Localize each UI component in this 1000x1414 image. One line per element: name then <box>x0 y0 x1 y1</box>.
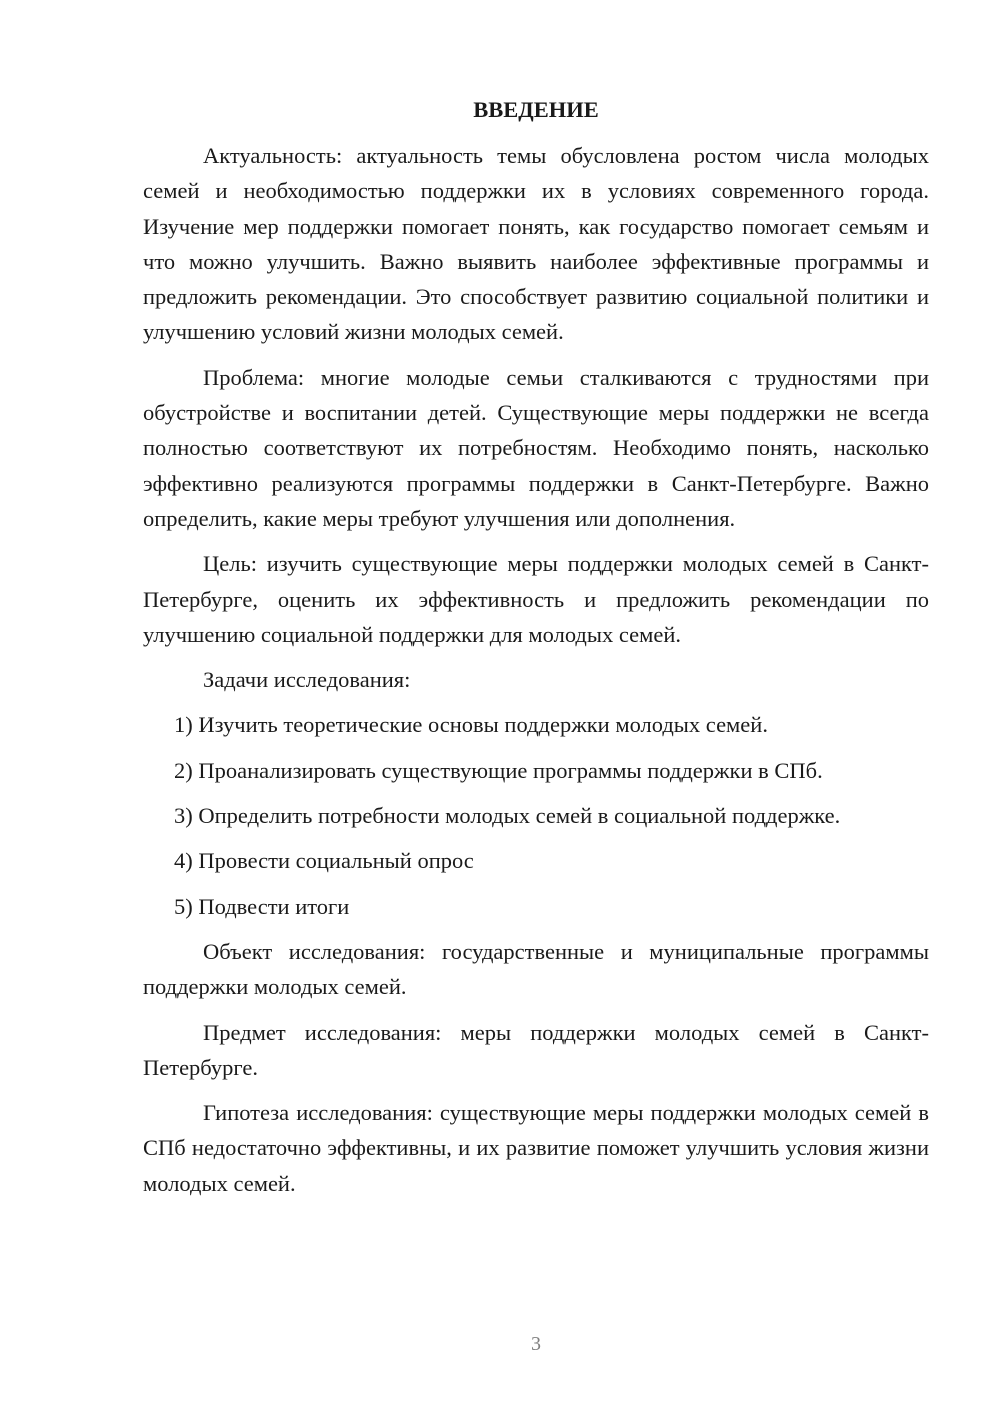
tasks-list <box>143 707 929 923</box>
page-number: 3 <box>531 1333 541 1355</box>
goal-paragraph: Цель: изучить существующие меры поддержки молодых семей в Санкт-Петербурге, оценить их эффективность и предложить рекомендации по улучшению социальной поддержки для молодых семей. <box>143 551 929 647</box>
page-content <box>143 92 929 1211</box>
task-item: 2) Проанализировать существующие программы поддержки в СПб. <box>174 757 823 783</box>
tasks-title: Задачи исследования: <box>203 667 411 693</box>
section-heading: ВВЕДЕНИЕ <box>473 97 599 122</box>
hypothesis-paragraph: Гипотеза исследования: существующие меры поддержки молодых семей в СПб недостаточно эффективны, и их развитие поможет улучшить условия жизни молодых семей. <box>143 1100 929 1196</box>
task-item: 1) Изучить теоретические основы поддержки молодых семей. <box>174 712 768 738</box>
problem-paragraph: Проблема: многие молодые семьи сталкиваются с трудностями при обустройстве и воспитании детей. Существующие меры поддержки не всегда полностью соответствуют их потребностям. Необходимо понять, насколько эффективно реализуются программы поддержки в Санкт-Петербурге. Важно определить, какие меры требуют улучшения или дополнения. <box>143 364 929 531</box>
subject-paragraph: Предмет исследования: меры поддержки молодых семей в Санкт-Петербурге. <box>143 1019 929 1080</box>
task-item: 4) Провести социальный опрос <box>174 848 474 874</box>
relevance-paragraph: Актуальность: актуальность темы обусловлена ростом числа молодых семей и необходимостью поддержки их в условиях современного города. Изучение мер поддержки помогает понять, как государство помогает семьям и что можно улучшить. Важно выявить наиболее эффективные программы и предложить рекомендации. Это способствует развитию социальной политики и улучшению условий жизни молодых семей. <box>143 143 929 345</box>
task-item: 3) Определить потребности молодых семей в социальной поддержке. <box>174 803 841 829</box>
task-item: 5) Подвести итоги <box>174 893 350 919</box>
object-paragraph: Объект исследования: государственные и муниципальные программы поддержки молодых семей. <box>143 938 929 1000</box>
